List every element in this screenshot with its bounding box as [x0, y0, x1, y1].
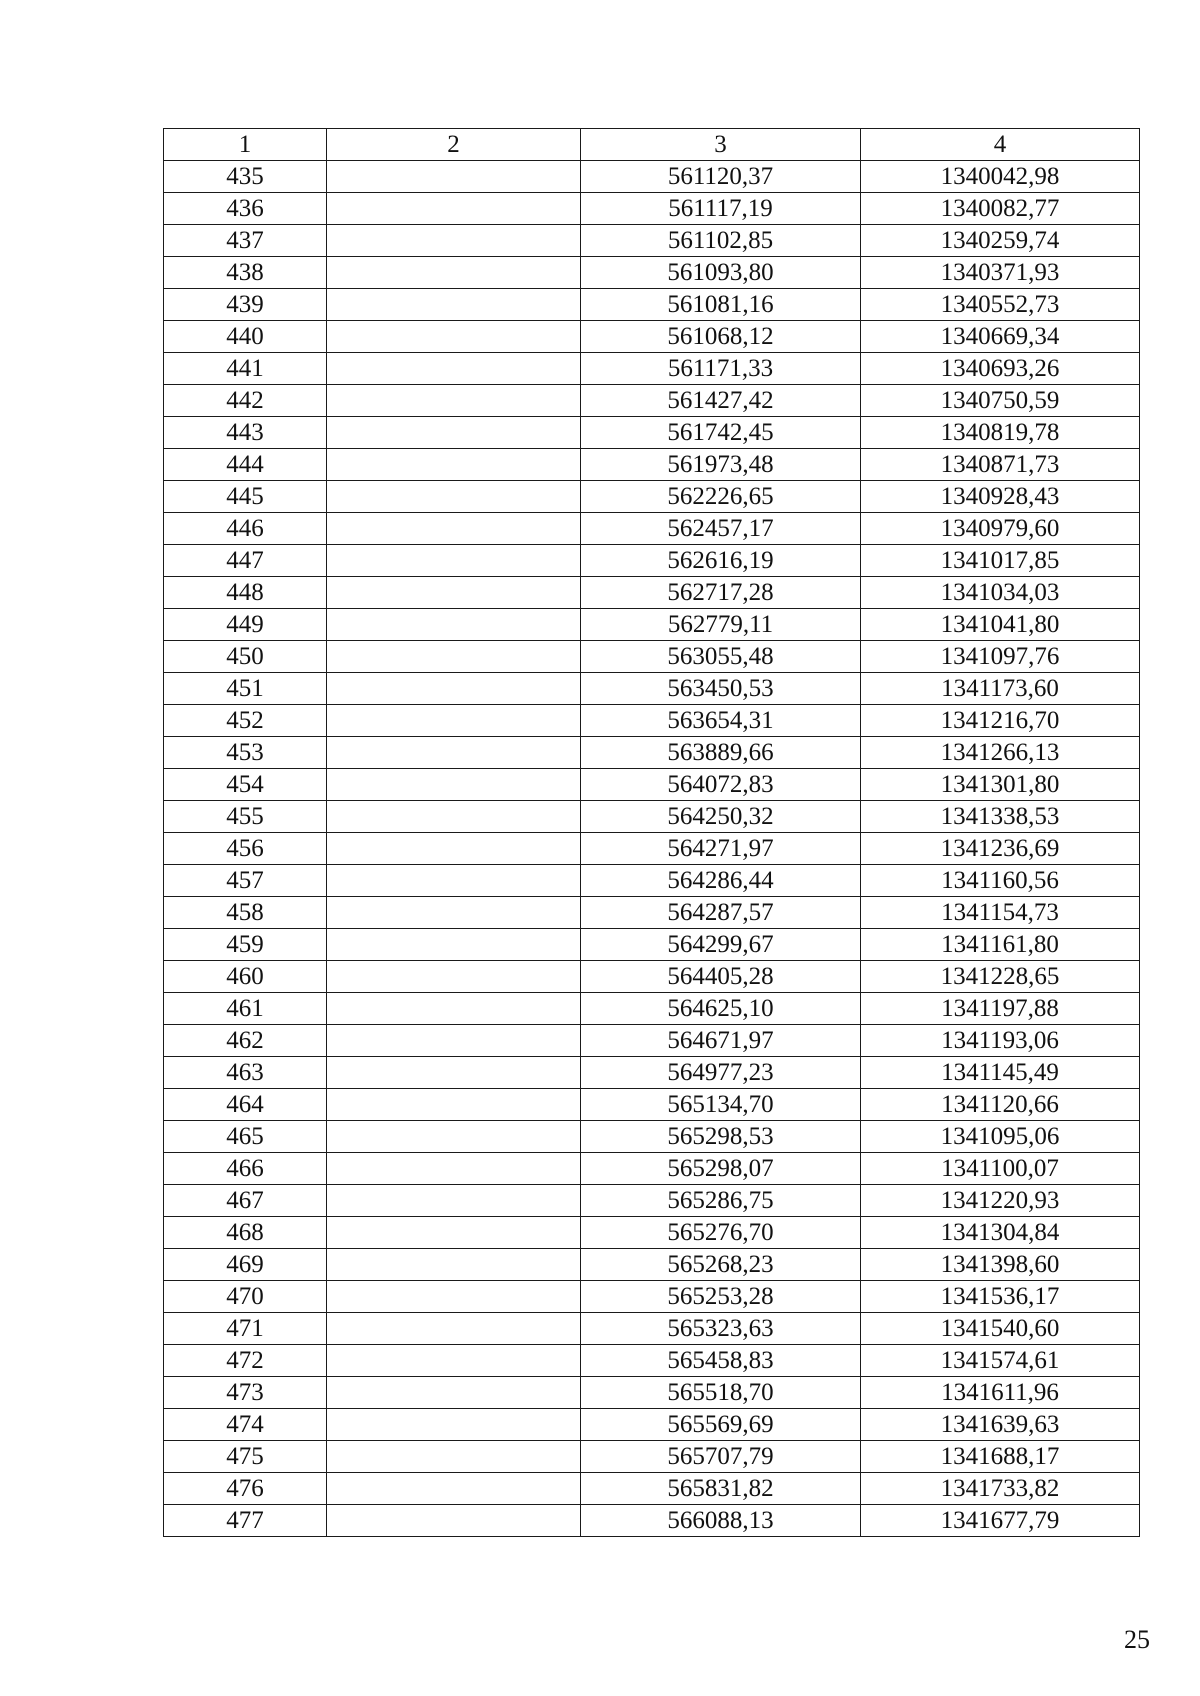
table-row: [164, 385, 1140, 417]
description-cell: [327, 1185, 581, 1217]
x-coordinate-cell: 564250,32: [581, 801, 861, 833]
table-row: [164, 641, 1140, 673]
point-number-cell: 450: [164, 641, 327, 673]
point-number-cell: 456: [164, 833, 327, 865]
table-row: [164, 257, 1140, 289]
x-coordinate-cell: 565323,63: [581, 1313, 861, 1345]
description-cell: [327, 641, 581, 673]
y-coordinate-cell: 1341733,82: [861, 1473, 1140, 1505]
point-number-cell: 466: [164, 1153, 327, 1185]
description-cell: [327, 673, 581, 705]
table-row: [164, 577, 1140, 609]
table-row: [164, 1345, 1140, 1377]
x-coordinate-cell: 565298,07: [581, 1153, 861, 1185]
description-cell: [327, 961, 581, 993]
point-number-cell: 441: [164, 353, 327, 385]
table-row: [164, 801, 1140, 833]
page-number: 25: [1124, 1625, 1150, 1654]
point-number-cell: 440: [164, 321, 327, 353]
description-cell: [327, 1121, 581, 1153]
y-coordinate-cell: 1341193,06: [861, 1025, 1140, 1057]
y-coordinate-cell: 1341304,84: [861, 1217, 1140, 1249]
x-coordinate-cell: 564271,97: [581, 833, 861, 865]
y-coordinate-cell: 1340669,34: [861, 321, 1140, 353]
description-cell: [327, 161, 581, 193]
point-number-cell: 460: [164, 961, 327, 993]
y-coordinate-cell: 1341034,03: [861, 577, 1140, 609]
table-row: [164, 1217, 1140, 1249]
description-cell: [327, 353, 581, 385]
description-cell: [327, 1377, 581, 1409]
table-row: [164, 1313, 1140, 1345]
x-coordinate-cell: 563654,31: [581, 705, 861, 737]
x-coordinate-cell: 565276,70: [581, 1217, 861, 1249]
description-cell: [327, 385, 581, 417]
x-coordinate-cell: 564671,97: [581, 1025, 861, 1057]
x-coordinate-cell: 561427,42: [581, 385, 861, 417]
x-coordinate-cell: 563889,66: [581, 737, 861, 769]
description-cell: [327, 1281, 581, 1313]
x-coordinate-cell: 562457,17: [581, 513, 861, 545]
description-cell: [327, 705, 581, 737]
point-number-cell: 451: [164, 673, 327, 705]
description-cell: [327, 833, 581, 865]
point-number-cell: 477: [164, 1505, 327, 1537]
x-coordinate-cell: 562616,19: [581, 545, 861, 577]
x-coordinate-cell: 566088,13: [581, 1505, 861, 1537]
table-row: [164, 225, 1140, 257]
point-number-cell: 438: [164, 257, 327, 289]
y-coordinate-cell: 1341574,61: [861, 1345, 1140, 1377]
point-number-cell: 475: [164, 1441, 327, 1473]
point-number-cell: 473: [164, 1377, 327, 1409]
y-coordinate-cell: 1341041,80: [861, 609, 1140, 641]
y-coordinate-cell: 1340042,98: [861, 161, 1140, 193]
table-row: [164, 417, 1140, 449]
x-coordinate-cell: 561120,37: [581, 161, 861, 193]
table-row: [164, 705, 1140, 737]
x-coordinate-cell: 564299,67: [581, 929, 861, 961]
table-row: [164, 1057, 1140, 1089]
x-coordinate-cell: 564625,10: [581, 993, 861, 1025]
y-coordinate-cell: 1340693,26: [861, 353, 1140, 385]
point-number-cell: 463: [164, 1057, 327, 1089]
table-row: [164, 897, 1140, 929]
table-row: [164, 865, 1140, 897]
point-number-cell: 470: [164, 1281, 327, 1313]
description-cell: [327, 929, 581, 961]
table-row: [164, 1377, 1140, 1409]
x-coordinate-cell: 561093,80: [581, 257, 861, 289]
description-cell: [327, 609, 581, 641]
table-row: [164, 1409, 1140, 1441]
description-cell: [327, 1473, 581, 1505]
description-cell: [327, 1217, 581, 1249]
point-number-cell: 452: [164, 705, 327, 737]
description-cell: [327, 289, 581, 321]
point-number-cell: 471: [164, 1313, 327, 1345]
table-row: [164, 449, 1140, 481]
column-header-1: 1: [164, 129, 327, 161]
point-number-cell: 436: [164, 193, 327, 225]
description-cell: [327, 1505, 581, 1537]
column-header-3: 3: [581, 129, 861, 161]
table-row: [164, 481, 1140, 513]
point-number-cell: 435: [164, 161, 327, 193]
point-number-cell: 464: [164, 1089, 327, 1121]
description-cell: [327, 449, 581, 481]
point-number-cell: 448: [164, 577, 327, 609]
point-number-cell: 443: [164, 417, 327, 449]
description-cell: [327, 993, 581, 1025]
x-coordinate-cell: 562226,65: [581, 481, 861, 513]
description-cell: [327, 1249, 581, 1281]
description-cell: [327, 1409, 581, 1441]
y-coordinate-cell: 1341611,96: [861, 1377, 1140, 1409]
table-row: [164, 161, 1140, 193]
y-coordinate-cell: 1341301,80: [861, 769, 1140, 801]
x-coordinate-cell: 562779,11: [581, 609, 861, 641]
point-number-cell: 445: [164, 481, 327, 513]
y-coordinate-cell: 1341677,79: [861, 1505, 1140, 1537]
table-body: [164, 161, 1140, 1537]
x-coordinate-cell: 562717,28: [581, 577, 861, 609]
y-coordinate-cell: 1341266,13: [861, 737, 1140, 769]
point-number-cell: 458: [164, 897, 327, 929]
y-coordinate-cell: 1341120,66: [861, 1089, 1140, 1121]
description-cell: [327, 417, 581, 449]
table-row: [164, 1089, 1140, 1121]
description-cell: [327, 1313, 581, 1345]
description-cell: [327, 1345, 581, 1377]
point-number-cell: 447: [164, 545, 327, 577]
x-coordinate-cell: 561081,16: [581, 289, 861, 321]
y-coordinate-cell: 1341154,73: [861, 897, 1140, 929]
table-row: [164, 1153, 1140, 1185]
point-number-cell: 453: [164, 737, 327, 769]
y-coordinate-cell: 1340979,60: [861, 513, 1140, 545]
table-row: [164, 353, 1140, 385]
table-row: [164, 1249, 1140, 1281]
table-row: [164, 833, 1140, 865]
table-row: [164, 769, 1140, 801]
table-row: [164, 609, 1140, 641]
description-cell: [327, 577, 581, 609]
point-number-cell: 474: [164, 1409, 327, 1441]
y-coordinate-cell: 1341540,60: [861, 1313, 1140, 1345]
x-coordinate-cell: 564072,83: [581, 769, 861, 801]
y-coordinate-cell: 1340082,77: [861, 193, 1140, 225]
y-coordinate-cell: 1340371,93: [861, 257, 1140, 289]
point-number-cell: 437: [164, 225, 327, 257]
table-row: [164, 545, 1140, 577]
x-coordinate-cell: 565831,82: [581, 1473, 861, 1505]
x-coordinate-cell: 563055,48: [581, 641, 861, 673]
x-coordinate-cell: 565268,23: [581, 1249, 861, 1281]
y-coordinate-cell: 1341639,63: [861, 1409, 1140, 1441]
point-number-cell: 439: [164, 289, 327, 321]
y-coordinate-cell: 1341688,17: [861, 1441, 1140, 1473]
x-coordinate-cell: 565298,53: [581, 1121, 861, 1153]
x-coordinate-cell: 565458,83: [581, 1345, 861, 1377]
table-row: [164, 321, 1140, 353]
point-number-cell: 455: [164, 801, 327, 833]
x-coordinate-cell: 561117,19: [581, 193, 861, 225]
y-coordinate-cell: 1341228,65: [861, 961, 1140, 993]
x-coordinate-cell: 561742,45: [581, 417, 861, 449]
table-row: [164, 1441, 1140, 1473]
table-row: [164, 737, 1140, 769]
point-number-cell: 472: [164, 1345, 327, 1377]
description-cell: [327, 1089, 581, 1121]
point-number-cell: 465: [164, 1121, 327, 1153]
point-number-cell: 446: [164, 513, 327, 545]
description-cell: [327, 1441, 581, 1473]
point-number-cell: 461: [164, 993, 327, 1025]
y-coordinate-cell: 1341160,56: [861, 865, 1140, 897]
description-cell: [327, 1057, 581, 1089]
x-coordinate-cell: 565707,79: [581, 1441, 861, 1473]
table-row: [164, 929, 1140, 961]
description-cell: [327, 769, 581, 801]
column-header-2: 2: [327, 129, 581, 161]
description-cell: [327, 257, 581, 289]
y-coordinate-cell: 1340819,78: [861, 417, 1140, 449]
y-coordinate-cell: 1341236,69: [861, 833, 1140, 865]
table-row: [164, 673, 1140, 705]
y-coordinate-cell: 1341536,17: [861, 1281, 1140, 1313]
x-coordinate-cell: 563450,53: [581, 673, 861, 705]
coordinates-table: [163, 128, 1140, 1537]
description-cell: [327, 1025, 581, 1057]
description-cell: [327, 193, 581, 225]
point-number-cell: 467: [164, 1185, 327, 1217]
table-row: [164, 961, 1140, 993]
table-row: [164, 1505, 1140, 1537]
x-coordinate-cell: 564977,23: [581, 1057, 861, 1089]
y-coordinate-cell: 1341161,80: [861, 929, 1140, 961]
point-number-cell: 476: [164, 1473, 327, 1505]
y-coordinate-cell: 1340750,59: [861, 385, 1140, 417]
x-coordinate-cell: 561068,12: [581, 321, 861, 353]
y-coordinate-cell: 1341216,70: [861, 705, 1140, 737]
point-number-cell: 468: [164, 1217, 327, 1249]
y-coordinate-cell: 1341095,06: [861, 1121, 1140, 1153]
table-row: [164, 993, 1140, 1025]
description-cell: [327, 801, 581, 833]
point-number-cell: 457: [164, 865, 327, 897]
description-cell: [327, 225, 581, 257]
table-header-row: [164, 129, 1140, 161]
description-cell: [327, 737, 581, 769]
table-row: [164, 1185, 1140, 1217]
y-coordinate-cell: 1340928,43: [861, 481, 1140, 513]
y-coordinate-cell: 1341173,60: [861, 673, 1140, 705]
x-coordinate-cell: 564287,57: [581, 897, 861, 929]
description-cell: [327, 513, 581, 545]
x-coordinate-cell: 561973,48: [581, 449, 861, 481]
table-row: [164, 1025, 1140, 1057]
description-cell: [327, 1153, 581, 1185]
x-coordinate-cell: 561102,85: [581, 225, 861, 257]
point-number-cell: 454: [164, 769, 327, 801]
description-cell: [327, 545, 581, 577]
table-row: [164, 193, 1140, 225]
column-header-4: 4: [861, 129, 1140, 161]
description-cell: [327, 321, 581, 353]
y-coordinate-cell: 1341338,53: [861, 801, 1140, 833]
x-coordinate-cell: 565134,70: [581, 1089, 861, 1121]
point-number-cell: 469: [164, 1249, 327, 1281]
y-coordinate-cell: 1341220,93: [861, 1185, 1140, 1217]
y-coordinate-cell: 1341398,60: [861, 1249, 1140, 1281]
y-coordinate-cell: 1340259,74: [861, 225, 1140, 257]
point-number-cell: 442: [164, 385, 327, 417]
x-coordinate-cell: 561171,33: [581, 353, 861, 385]
table-row: [164, 513, 1140, 545]
x-coordinate-cell: 565253,28: [581, 1281, 861, 1313]
x-coordinate-cell: 565286,75: [581, 1185, 861, 1217]
point-number-cell: 462: [164, 1025, 327, 1057]
point-number-cell: 444: [164, 449, 327, 481]
y-coordinate-cell: 1341097,76: [861, 641, 1140, 673]
point-number-cell: 449: [164, 609, 327, 641]
table-row: [164, 1473, 1140, 1505]
x-coordinate-cell: 565569,69: [581, 1409, 861, 1441]
table-row: [164, 1281, 1140, 1313]
table-row: [164, 289, 1140, 321]
description-cell: [327, 865, 581, 897]
x-coordinate-cell: 564286,44: [581, 865, 861, 897]
description-cell: [327, 481, 581, 513]
x-coordinate-cell: 565518,70: [581, 1377, 861, 1409]
y-coordinate-cell: 1341100,07: [861, 1153, 1140, 1185]
point-number-cell: 459: [164, 929, 327, 961]
y-coordinate-cell: 1341197,88: [861, 993, 1140, 1025]
description-cell: [327, 897, 581, 929]
y-coordinate-cell: 1341145,49: [861, 1057, 1140, 1089]
y-coordinate-cell: 1340552,73: [861, 289, 1140, 321]
table-row: [164, 1121, 1140, 1153]
y-coordinate-cell: 1341017,85: [861, 545, 1140, 577]
x-coordinate-cell: 564405,28: [581, 961, 861, 993]
y-coordinate-cell: 1340871,73: [861, 449, 1140, 481]
